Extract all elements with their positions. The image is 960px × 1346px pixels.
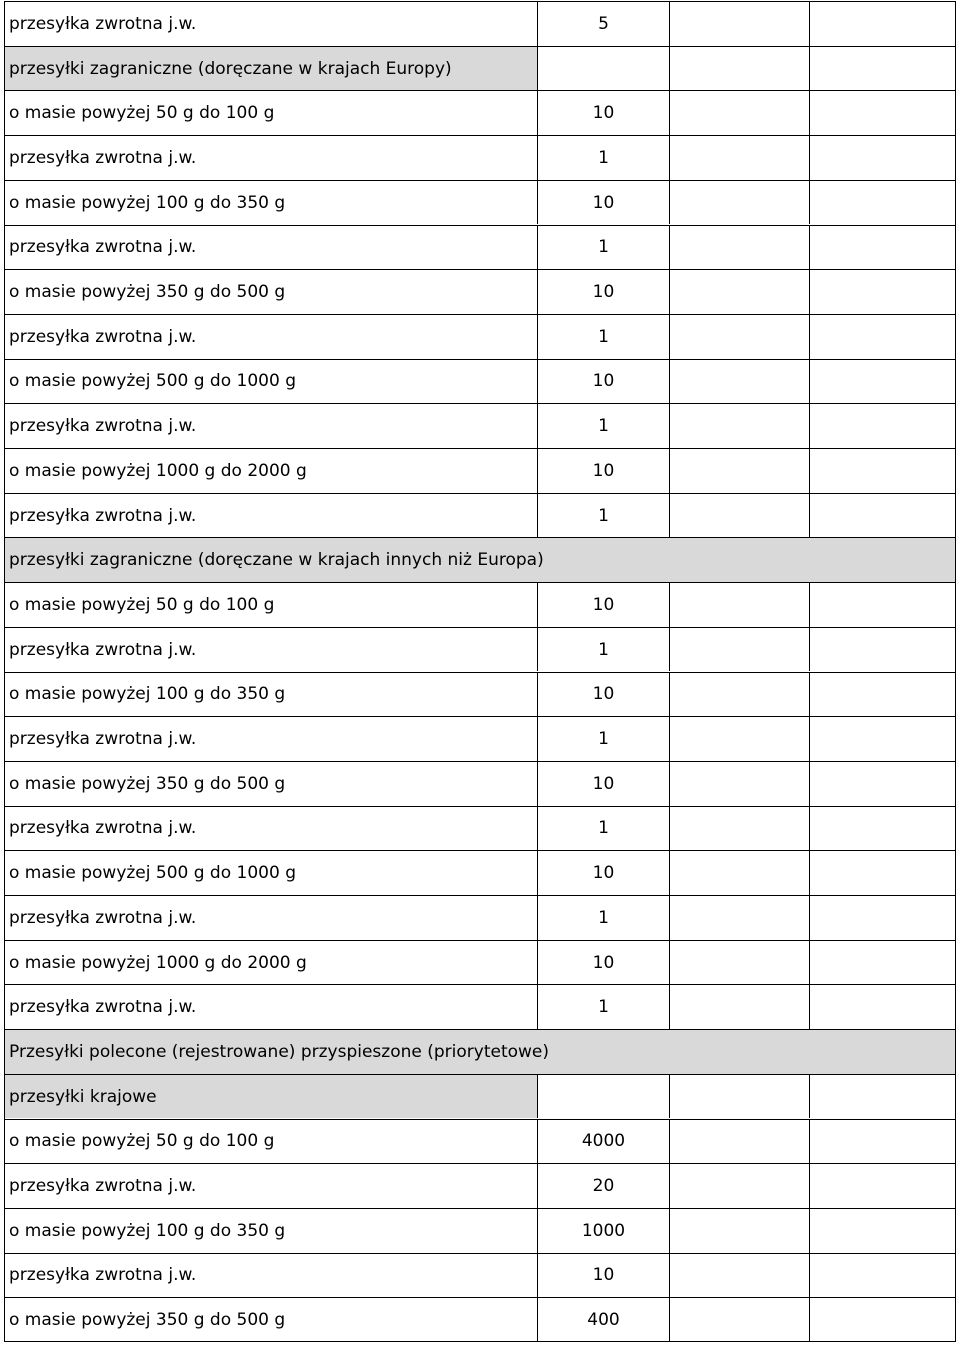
- empty-cell: [669, 449, 809, 493]
- table-row: [5, 225, 955, 270]
- empty-cell: [809, 136, 955, 180]
- table-row: [5, 761, 955, 806]
- empty-cell: [669, 583, 809, 627]
- row-label: o masie powyżej 1000 g do 2000 g: [9, 952, 307, 973]
- quantity-cell: 4000: [537, 1120, 669, 1164]
- row-label: przesyłka zwrotna j.w.: [9, 237, 197, 258]
- row-label: przesyłka zwrotna j.w.: [9, 907, 197, 928]
- row-label: o masie powyżej 500 g do 1000 g: [9, 863, 296, 884]
- price-table: [4, 1, 956, 1342]
- table-row: [5, 1253, 955, 1298]
- quantity-cell: 10: [537, 181, 669, 225]
- empty-cell: [669, 315, 809, 359]
- empty-cell: [669, 896, 809, 940]
- empty-cell: [809, 673, 955, 717]
- row-label: o masie powyżej 500 g do 1000 g: [9, 371, 296, 392]
- section-header-row: [5, 537, 955, 582]
- table-row: [5, 984, 955, 1029]
- quantity-cell: 1: [537, 807, 669, 851]
- empty-cell: [669, 628, 809, 672]
- row-label: przesyłka zwrotna j.w.: [9, 729, 197, 750]
- table-row: [5, 1, 955, 46]
- table-row: [5, 314, 955, 359]
- row-label: przesyłka zwrotna j.w.: [9, 416, 197, 437]
- empty-cell: [809, 1209, 955, 1253]
- quantity-cell: 20: [537, 1164, 669, 1208]
- empty-cell: [809, 91, 955, 135]
- table-row: [5, 850, 955, 895]
- quantity-cell: 10: [537, 91, 669, 135]
- row-label: przesyłka zwrotna j.w.: [9, 639, 197, 660]
- table-row: [5, 1208, 955, 1253]
- empty-cell: [809, 494, 955, 538]
- table-row: [5, 1163, 955, 1208]
- empty-cell: [809, 762, 955, 806]
- empty-cell: [669, 181, 809, 225]
- row-label: o masie powyżej 50 g do 100 g: [9, 103, 275, 124]
- quantity-cell: 400: [537, 1298, 669, 1342]
- empty-cell: [669, 762, 809, 806]
- row-label: przesyłka zwrotna j.w.: [9, 1265, 197, 1286]
- quantity-cell: 1000: [537, 1209, 669, 1253]
- table-row: [5, 716, 955, 761]
- empty-cell: [669, 2, 809, 46]
- empty-cell: [669, 494, 809, 538]
- table-row: [5, 90, 955, 135]
- empty-cell: [809, 717, 955, 761]
- empty-cell: [669, 851, 809, 895]
- table-row: [5, 135, 955, 180]
- empty-cell: [669, 1254, 809, 1298]
- row-label: przesyłka zwrotna j.w.: [9, 1176, 197, 1197]
- quantity-cell: 10: [537, 360, 669, 404]
- row-label: o masie powyżej 50 g do 100 g: [9, 594, 275, 615]
- empty-cell: [669, 226, 809, 270]
- quantity-cell: 1: [537, 315, 669, 359]
- empty-cell: [669, 941, 809, 985]
- row-label: przesyłka zwrotna j.w.: [9, 505, 197, 526]
- empty-cell: [669, 270, 809, 314]
- quantity-cell: 10: [537, 449, 669, 493]
- empty-cell: [809, 270, 955, 314]
- section-header-row: [5, 46, 955, 91]
- quantity-cell: 1: [537, 226, 669, 270]
- quantity-cell: 1: [537, 136, 669, 180]
- quantity-cell: 1: [537, 404, 669, 448]
- quantity-cell: 5: [537, 2, 669, 46]
- empty-cell: [809, 583, 955, 627]
- quantity-cell: 1: [537, 494, 669, 538]
- table-row: [5, 448, 955, 493]
- table-row: [5, 269, 955, 314]
- table-row: [5, 627, 955, 672]
- quantity-cell: 10: [537, 851, 669, 895]
- empty-cell: [809, 404, 955, 448]
- table-row: [5, 806, 955, 851]
- quantity-cell: 10: [537, 583, 669, 627]
- quantity-cell: [537, 47, 669, 91]
- empty-cell: [669, 91, 809, 135]
- empty-cell: [809, 1164, 955, 1208]
- table-row: [5, 493, 955, 538]
- quantity-cell: 1: [537, 985, 669, 1029]
- section-header-row: [5, 1074, 955, 1119]
- empty-cell: [669, 985, 809, 1029]
- empty-cell: [809, 1298, 955, 1342]
- empty-cell: [669, 717, 809, 761]
- row-label: o masie powyżej 100 g do 350 g: [9, 684, 286, 705]
- empty-cell: [809, 851, 955, 895]
- empty-cell: [669, 673, 809, 717]
- quantity-cell: 10: [537, 270, 669, 314]
- table-row: [5, 582, 955, 627]
- quantity-cell: [537, 1075, 669, 1119]
- row-label: o masie powyżej 350 g do 500 g: [9, 773, 286, 794]
- quantity-cell: 1: [537, 717, 669, 761]
- table-row: [5, 1297, 955, 1342]
- empty-cell: [809, 1120, 955, 1164]
- table-row: [5, 672, 955, 717]
- empty-cell: [669, 404, 809, 448]
- empty-cell: [809, 315, 955, 359]
- row-label: przesyłka zwrotna j.w.: [9, 818, 197, 839]
- empty-cell: [809, 941, 955, 985]
- quantity-cell: 10: [537, 1254, 669, 1298]
- empty-cell: [809, 2, 955, 46]
- empty-cell: [809, 360, 955, 404]
- row-label: o masie powyżej 1000 g do 2000 g: [9, 460, 307, 481]
- table-row: [5, 403, 955, 448]
- empty-cell: [809, 985, 955, 1029]
- row-label: o masie powyżej 100 g do 350 g: [9, 192, 286, 213]
- table-row: [5, 940, 955, 985]
- section-title: przesyłki zagraniczne (doręczane w krajach innych niż Europa): [5, 538, 955, 582]
- empty-cell: [669, 1209, 809, 1253]
- section-title: przesyłki krajowe: [5, 1075, 537, 1119]
- section-title: Przesyłki polecone (rejestrowane) przyspieszone (priorytetowe): [5, 1030, 955, 1074]
- empty-cell: [669, 136, 809, 180]
- section-title: przesyłki zagraniczne (doręczane w krajach Europy): [5, 47, 537, 91]
- quantity-cell: 10: [537, 762, 669, 806]
- empty-cell: [809, 1254, 955, 1298]
- empty-cell: [809, 449, 955, 493]
- empty-cell: [669, 47, 809, 91]
- empty-cell: [809, 628, 955, 672]
- quantity-cell: 10: [537, 941, 669, 985]
- empty-cell: [669, 807, 809, 851]
- row-label: przesyłka zwrotna j.w.: [9, 326, 197, 347]
- empty-cell: [669, 1298, 809, 1342]
- empty-cell: [809, 807, 955, 851]
- quantity-cell: 1: [537, 896, 669, 940]
- empty-cell: [809, 226, 955, 270]
- empty-cell: [809, 1075, 955, 1119]
- empty-cell: [809, 181, 955, 225]
- quantity-cell: 1: [537, 628, 669, 672]
- empty-cell: [669, 1164, 809, 1208]
- table-row: [5, 359, 955, 404]
- row-label: o masie powyżej 350 g do 500 g: [9, 1310, 286, 1331]
- row-label: przesyłka zwrotna j.w.: [9, 997, 197, 1018]
- row-label: o masie powyżej 50 g do 100 g: [9, 1131, 275, 1152]
- empty-cell: [669, 360, 809, 404]
- empty-cell: [809, 896, 955, 940]
- empty-cell: [669, 1120, 809, 1164]
- table-row: [5, 180, 955, 225]
- row-label: o masie powyżej 100 g do 350 g: [9, 1220, 286, 1241]
- table-row: [5, 1119, 955, 1164]
- table-row: [5, 895, 955, 940]
- empty-cell: [809, 47, 955, 91]
- empty-cell: [669, 1075, 809, 1119]
- row-label: przesyłka zwrotna j.w.: [9, 147, 197, 168]
- quantity-cell: 10: [537, 673, 669, 717]
- section-header-row: [5, 1029, 955, 1074]
- row-label: o masie powyżej 350 g do 500 g: [9, 282, 286, 303]
- row-label: przesyłka zwrotna j.w.: [9, 13, 197, 34]
